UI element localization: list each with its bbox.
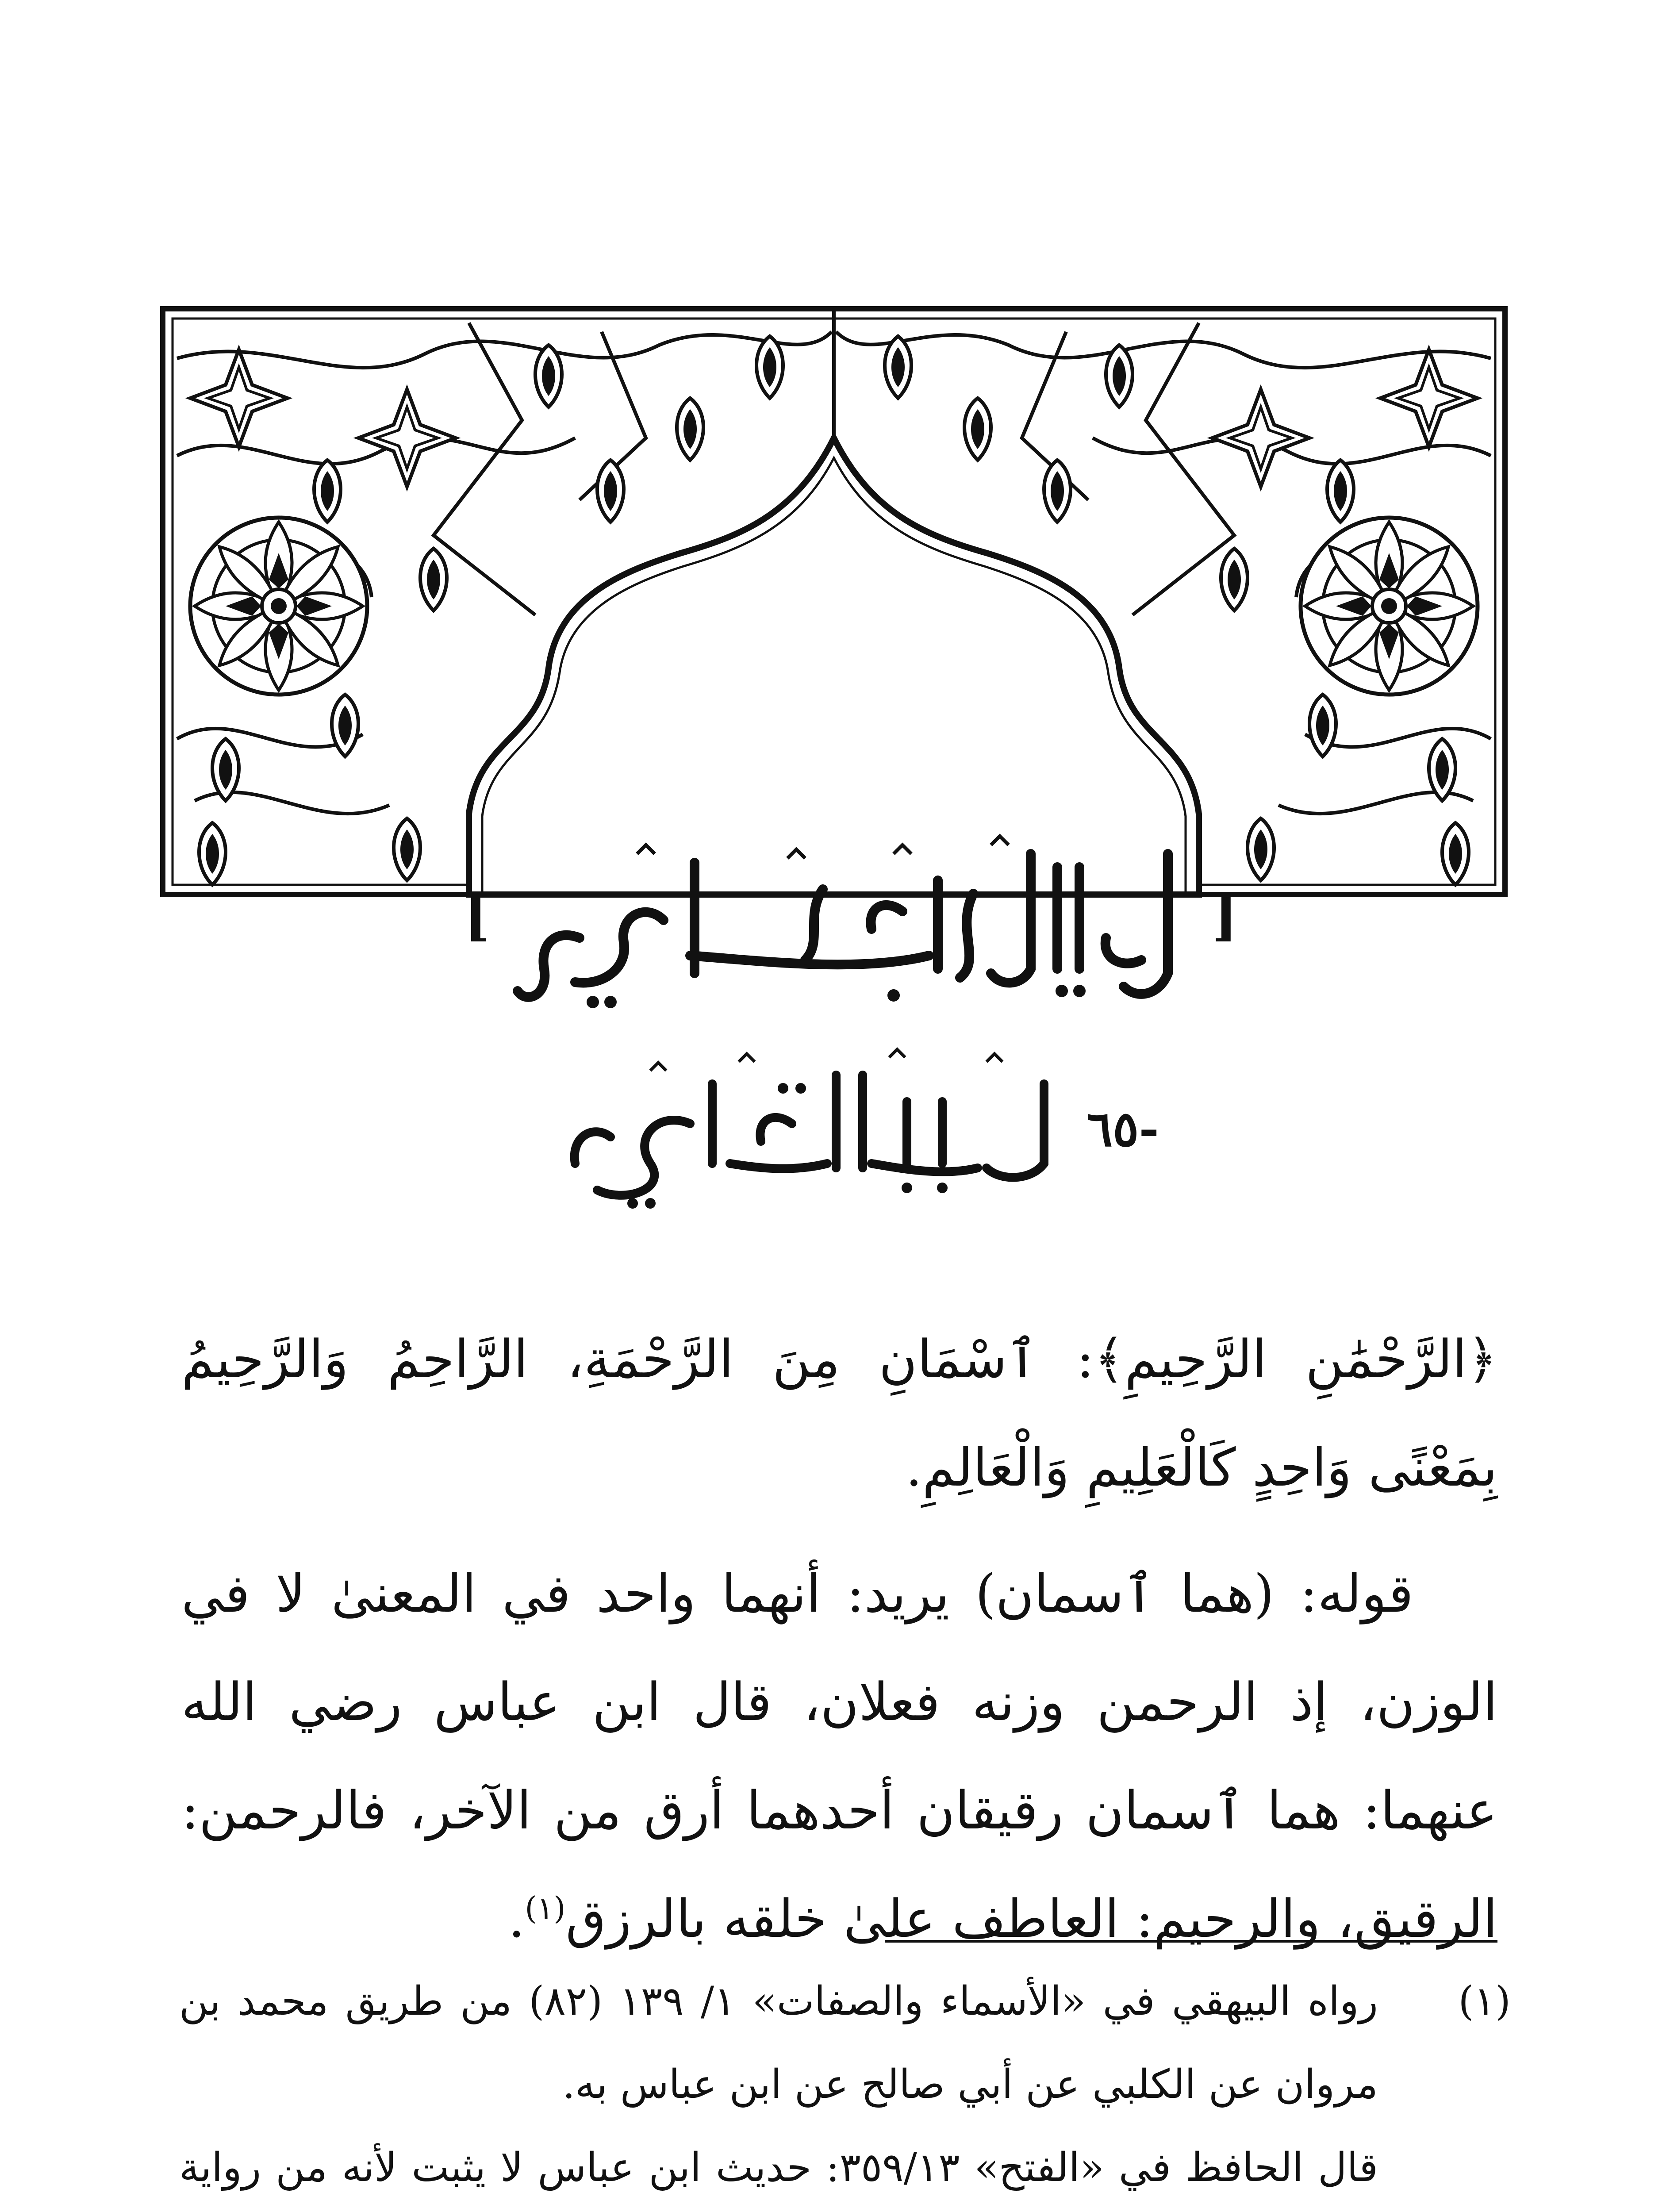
footnote-item bbox=[179, 2126, 1511, 2212]
ornamental-arch-frame bbox=[159, 305, 1509, 898]
quran-verse-paragraph: ﴿الرَّحْمَٰنِ الرَّحِيمِ﴾: ٱسْمَانِ مِنَ الرَّحْمَةِ، الرَّاحِمُ وَالرَّحِيمُ بِمَعْنًى وَاحِدٍ كَالْعَلِيمِ وَالْعَالِمِ. bbox=[181, 1329, 1497, 1498]
bracket-open: [ bbox=[465, 885, 490, 947]
footnote-number: (١) bbox=[1458, 1978, 1511, 2024]
chapter-heading bbox=[544, 1035, 1163, 1212]
footnote-text: رواه البيهقي في «الأسماء والصفات» ١/ ١٣٩ (٨٢) من طريق محمد بن مروان عن الكلبي عن أبي صالح عن ابن عباس به. bbox=[179, 1978, 1378, 2108]
footnote-text: قال الحافظ في «الفتح» ٣٥٩/١٣: حديث ابن عباس لا يثبت لأنه من رواية bbox=[179, 2144, 1378, 2191]
commentary-paragraph bbox=[181, 1540, 1497, 1973]
chapter-number: ٦٥- bbox=[1086, 1100, 1159, 1157]
footnote-item bbox=[179, 1960, 1511, 2126]
main-text bbox=[181, 1305, 1497, 1973]
bracket-close: ] bbox=[1212, 885, 1237, 947]
footnotes bbox=[179, 1960, 1511, 2212]
footnote-reference[interactable]: (١) bbox=[525, 1890, 566, 1927]
commentary-text: قوله: (هما ٱسمان) يريد: أنهما واحد في المعنىٰ لا في الوزن، إذ الرحمن وزنه فعلان، قال ابن عباس رضي الله عنهما: هما ٱسمان رقيقان أحدهما أرق من الآخر، فالرحمن: الرقيق، والرحيم: العاطف علىٰ خلقه بالرزق bbox=[181, 1563, 1497, 1949]
basmala-calligraphy bbox=[504, 827, 1199, 1018]
footnote-separator bbox=[885, 1940, 1497, 1943]
commentary-end: . bbox=[508, 1888, 525, 1949]
